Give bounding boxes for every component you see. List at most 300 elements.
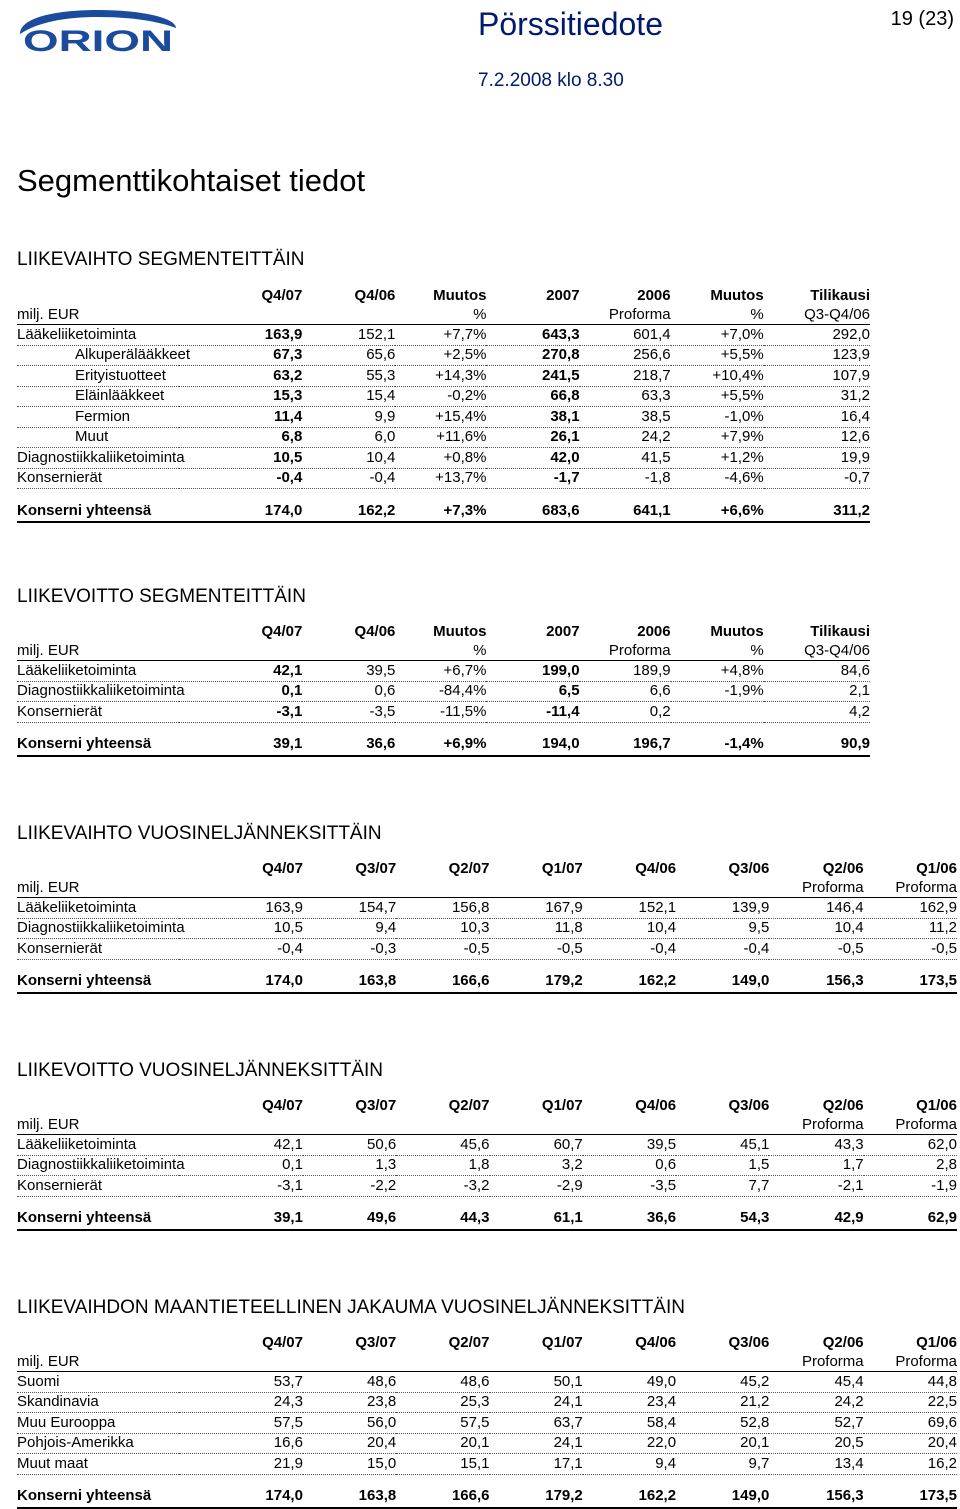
total-cell: 311,2 [764, 500, 870, 522]
table-row [17, 427, 870, 448]
table-cell: 10,5 [179, 918, 303, 939]
table-cell: 9,4 [303, 918, 396, 939]
table-cell: 11,2 [864, 918, 957, 939]
table-cell: 24,3 [179, 1392, 303, 1413]
column-subheader [302, 305, 395, 325]
table-cell: 19,9 [764, 448, 870, 469]
column-header: Q4/06 [354, 622, 396, 640]
column-header: Q4/06 [354, 286, 396, 304]
column-subheader: Proforma [864, 878, 957, 898]
column-subheader: % [671, 305, 764, 325]
table-cell: 65,6 [302, 345, 395, 366]
total-row [17, 1208, 957, 1230]
table-cell: 241,5 [486, 366, 579, 387]
total-cell: 174,0 [179, 1486, 303, 1508]
table-cell: -0,5 [396, 939, 489, 960]
row-label: Muut [17, 427, 179, 448]
header-blank [17, 859, 179, 878]
column-subheader: % [395, 305, 486, 325]
total-label: Konserni yhteensä [17, 1208, 179, 1230]
table-cell: -0,4 [302, 468, 395, 489]
row-label: Lääkeliiketoiminta [17, 898, 179, 919]
table-cell: 601,4 [580, 325, 671, 346]
table-row [17, 468, 870, 489]
table-cell: -84,4% [395, 681, 486, 702]
column-subheader [303, 1352, 396, 1372]
release-date: 7.2.2008 klo 8.30 [478, 70, 624, 91]
column-header: Muutos [710, 286, 764, 304]
total-cell: 49,6 [303, 1208, 396, 1230]
table-cell: 10,5 [179, 448, 302, 469]
column-header: 2007 [546, 622, 580, 640]
operating-profit-by-quarter-table [17, 1096, 957, 1231]
column-header: Q3/07 [355, 1096, 397, 1114]
table-cell: 10,4 [769, 918, 863, 939]
table-cell: 24,1 [490, 1392, 583, 1413]
table-cell: +5,5% [671, 345, 764, 366]
column-subheader [486, 641, 579, 661]
table-row [17, 1392, 957, 1413]
page-title: Segmenttikohtaiset tiedot [17, 163, 366, 198]
table-cell: 9,7 [676, 1454, 769, 1475]
table-cell: 162,9 [864, 898, 957, 919]
table-cell: 154,7 [303, 898, 396, 919]
table-cell: 42,1 [179, 661, 302, 682]
table-cell: 62,0 [864, 1135, 957, 1156]
table-cell: 1,8 [396, 1155, 489, 1176]
table-cell: -3,5 [302, 702, 395, 723]
total-cell: 162,2 [583, 1486, 676, 1508]
column-subheader: Proforma [580, 641, 671, 661]
table-cell: 199,0 [486, 661, 579, 682]
table-cell: -11,5% [395, 702, 486, 723]
column-header: Q2/07 [448, 1333, 490, 1351]
table-cell: 25,3 [396, 1392, 489, 1413]
table-cell: 50,1 [490, 1372, 583, 1393]
column-subheader: Proforma [769, 1352, 863, 1372]
total-row [17, 971, 957, 993]
table-cell: 22,0 [583, 1433, 676, 1454]
total-cell: 173,5 [864, 1486, 957, 1508]
header-row [17, 1333, 957, 1352]
total-cell: 61,1 [490, 1208, 583, 1230]
table-cell: 0,1 [179, 1155, 303, 1176]
spacer-cell [17, 489, 870, 501]
row-label: Muut maat [17, 1454, 179, 1475]
table-cell: -0,2% [395, 386, 486, 407]
row-label: Diagnostiikkaliiketoiminta [17, 681, 179, 702]
column-header: 2007 [546, 286, 580, 304]
section-title-t1: LIIKEVAIHTO SEGMENTEITTÄIN [17, 249, 305, 270]
row-label: Konsernierät [17, 702, 179, 723]
total-cell: 194,0 [486, 734, 579, 756]
table-row [17, 386, 870, 407]
column-subheader [583, 878, 676, 898]
table-cell: 23,4 [583, 1392, 676, 1413]
table-cell: 163,9 [179, 898, 303, 919]
table-cell: 0,6 [583, 1155, 676, 1176]
table-cell: 10,3 [396, 918, 489, 939]
table-cell: 38,1 [486, 407, 579, 428]
table-cell: 45,4 [769, 1372, 863, 1393]
table-cell: 1,5 [676, 1155, 769, 1176]
header-blank [17, 1096, 179, 1115]
table-cell: +10,4% [671, 366, 764, 387]
table-cell: -1,0% [671, 407, 764, 428]
table-cell: -2,9 [490, 1176, 583, 1197]
table-cell: 20,4 [303, 1433, 396, 1454]
column-subheader [396, 1352, 489, 1372]
total-row [17, 734, 870, 756]
table-row [17, 1413, 957, 1434]
total-cell: 166,6 [396, 1486, 489, 1508]
column-header: Q4/07 [262, 859, 303, 877]
total-label: Konserni yhteensä [17, 971, 179, 993]
column-header: Q1/07 [541, 1333, 583, 1351]
column-header: Q2/06 [822, 1333, 864, 1351]
table-cell: +2,5% [395, 345, 486, 366]
column-header: Q3/07 [355, 859, 397, 877]
column-header: Tilikausi [810, 622, 870, 640]
row-label: Konsernierät [17, 1176, 179, 1197]
table-cell: -0,7 [764, 468, 870, 489]
table-cell: +14,3% [395, 366, 486, 387]
table-row [17, 448, 870, 469]
table-cell: -3,5 [583, 1176, 676, 1197]
column-subheader: % [395, 641, 486, 661]
column-subheader [490, 1115, 583, 1135]
table-cell: 2,1 [764, 681, 870, 702]
table-row [17, 1372, 957, 1393]
table-cell: 292,0 [764, 325, 870, 346]
revenue-by-segment-table [17, 286, 870, 523]
table-cell: 41,5 [580, 448, 671, 469]
section-title-t3: LIIKEVAIHTO VUOSINELJÄNNEKSITTÄIN [17, 823, 382, 844]
table-cell: -3,2 [396, 1176, 489, 1197]
column-header: 2006 [637, 622, 671, 640]
table-cell: 3,2 [490, 1155, 583, 1176]
table-cell: 63,3 [580, 386, 671, 407]
header-row [17, 622, 870, 641]
table-cell: 11,8 [490, 918, 583, 939]
header-row-2 [17, 641, 870, 661]
table-cell: 6,6 [580, 681, 671, 702]
table-cell: 12,6 [764, 427, 870, 448]
header-row-2 [17, 305, 870, 325]
table-cell: -0,5 [864, 939, 957, 960]
table-cell [671, 702, 764, 723]
operating-profit-by-segment-table [17, 622, 870, 757]
table-cell: 20,1 [396, 1433, 489, 1454]
column-subheader: % [671, 641, 764, 661]
table-cell: 7,7 [676, 1176, 769, 1197]
total-cell: 196,7 [580, 734, 671, 756]
table-cell: -2,1 [769, 1176, 863, 1197]
table-row [17, 1433, 957, 1454]
table-cell: 15,4 [302, 386, 395, 407]
column-subheader: Q3-Q4/06 [764, 641, 870, 661]
column-header: Q4/07 [262, 1096, 303, 1114]
table-cell: 15,3 [179, 386, 302, 407]
header-row-2 [17, 1115, 957, 1135]
row-label: Pohjois-Amerikka [17, 1433, 179, 1454]
spacer-cell [17, 959, 957, 971]
column-subheader [490, 1352, 583, 1372]
table-cell: 56,0 [303, 1413, 396, 1434]
row-label: Lääkeliiketoiminta [17, 325, 179, 346]
column-subheader [302, 641, 395, 661]
table-cell: 55,3 [302, 366, 395, 387]
table-row [17, 702, 870, 723]
header-row [17, 1096, 957, 1115]
table-cell: 42,0 [486, 448, 579, 469]
column-header: Q3/06 [728, 859, 770, 877]
row-label: Muu Eurooppa [17, 1413, 179, 1434]
total-cell: 42,9 [769, 1208, 863, 1230]
column-subheader [179, 878, 303, 898]
row-label: Diagnostiikkaliiketoiminta [17, 918, 179, 939]
table-cell: 9,5 [676, 918, 769, 939]
table-cell: 38,5 [580, 407, 671, 428]
table-cell: +7,7% [395, 325, 486, 346]
total-cell: 39,1 [179, 734, 302, 756]
table-row [17, 407, 870, 428]
column-subheader [396, 1115, 489, 1135]
column-subheader [676, 1115, 769, 1135]
table-cell: 16,4 [764, 407, 870, 428]
table-cell: 17,1 [490, 1454, 583, 1475]
table-cell: -0,3 [303, 939, 396, 960]
total-cell: 166,6 [396, 971, 489, 993]
total-cell: 179,2 [490, 971, 583, 993]
spacer-row [17, 1474, 957, 1486]
total-label: Konserni yhteensä [17, 734, 179, 756]
unit-label: milj. EUR [17, 305, 179, 325]
table-cell: 24,2 [769, 1392, 863, 1413]
header-blank [17, 622, 179, 641]
header-blank [17, 1333, 179, 1352]
row-label: Lääkeliiketoiminta [17, 1135, 179, 1156]
unit-label: milj. EUR [17, 1352, 179, 1372]
table-cell: 107,9 [764, 366, 870, 387]
table-cell: 67,3 [179, 345, 302, 366]
table-cell: 139,9 [676, 898, 769, 919]
table-cell: 6,0 [302, 427, 395, 448]
column-subheader [179, 641, 302, 661]
table-cell: -1,8 [580, 468, 671, 489]
total-cell: 156,3 [769, 971, 863, 993]
table-cell: 270,8 [486, 345, 579, 366]
column-header: Q1/06 [916, 1333, 957, 1351]
table-cell: -0,4 [179, 468, 302, 489]
column-header: Q4/07 [261, 622, 303, 640]
total-cell: 683,6 [486, 500, 579, 522]
total-cell: 174,0 [179, 971, 303, 993]
table-cell: 43,3 [769, 1135, 863, 1156]
spacer-row [17, 489, 870, 501]
spacer-cell [17, 1474, 957, 1486]
table-cell: -3,1 [179, 1176, 303, 1197]
column-header: Q2/07 [448, 1096, 490, 1114]
column-subheader [179, 1115, 303, 1135]
table-cell: 57,5 [396, 1413, 489, 1434]
table-cell: -1,9 [864, 1176, 957, 1197]
total-cell: +6,9% [395, 734, 486, 756]
section-title-t4: LIIKEVOITTO VUOSINELJÄNNEKSITTÄIN [17, 1060, 384, 1081]
column-header: Q2/06 [822, 859, 864, 877]
column-subheader: Proforma [864, 1115, 957, 1135]
table-cell: 22,5 [864, 1392, 957, 1413]
orion-logo [14, 6, 182, 58]
table-cell: +6,7% [395, 661, 486, 682]
column-subheader [583, 1352, 676, 1372]
table-cell: 0,2 [580, 702, 671, 723]
table-cell: 48,6 [396, 1372, 489, 1393]
table-cell: 152,1 [583, 898, 676, 919]
column-subheader: Proforma [580, 305, 671, 325]
table-cell: +15,4% [395, 407, 486, 428]
table-cell: 31,2 [764, 386, 870, 407]
total-cell: +7,3% [395, 500, 486, 522]
table-row [17, 681, 870, 702]
table-cell: 9,9 [302, 407, 395, 428]
row-label: Erityistuotteet [17, 366, 179, 387]
table-cell: -11,4 [486, 702, 579, 723]
table-cell: 24,2 [580, 427, 671, 448]
total-cell: 163,8 [303, 1486, 396, 1508]
table-cell: 20,5 [769, 1433, 863, 1454]
table-cell: -0,4 [676, 939, 769, 960]
unit-label: milj. EUR [17, 1115, 179, 1135]
column-header: Q3/06 [728, 1096, 770, 1114]
table-row [17, 1454, 957, 1475]
table-cell: 63,2 [179, 366, 302, 387]
table-cell: 156,8 [396, 898, 489, 919]
spacer-cell [17, 722, 870, 734]
row-label: Eläinlääkkeet [17, 386, 179, 407]
table-cell: +13,7% [395, 468, 486, 489]
table-cell: 15,0 [303, 1454, 396, 1475]
revenue-by-quarter-table [17, 859, 957, 994]
table-cell: 2,8 [864, 1155, 957, 1176]
table-cell: 16,2 [864, 1454, 957, 1475]
total-cell: 163,8 [303, 971, 396, 993]
table-cell: +1,2% [671, 448, 764, 469]
page-number: 19 (23) [890, 8, 954, 30]
table-cell: 58,4 [583, 1413, 676, 1434]
table-row [17, 366, 870, 387]
table-cell: 218,7 [580, 366, 671, 387]
table-cell: 9,4 [583, 1454, 676, 1475]
spacer-cell [17, 1196, 957, 1208]
table-cell: 13,4 [769, 1454, 863, 1475]
table-cell: 0,1 [179, 681, 302, 702]
column-subheader [179, 1352, 303, 1372]
table-cell: 167,9 [490, 898, 583, 919]
total-cell: 149,0 [676, 971, 769, 993]
row-label: Konsernierät [17, 939, 179, 960]
total-cell: 179,2 [490, 1486, 583, 1508]
table-row [17, 1135, 957, 1156]
total-cell: +6,6% [671, 500, 764, 522]
column-header: Muutos [433, 622, 487, 640]
section-title-t2: LIIKEVOITTO SEGMENTEITTÄIN [17, 586, 306, 607]
column-header: Q2/06 [822, 1096, 864, 1114]
total-cell: 174,0 [179, 500, 302, 522]
column-header: Q4/07 [261, 286, 303, 304]
total-cell: 54,3 [676, 1208, 769, 1230]
total-cell: 62,9 [864, 1208, 957, 1230]
row-label: Alkuperälääkkeet [17, 345, 179, 366]
column-subheader [303, 1115, 396, 1135]
column-subheader [490, 878, 583, 898]
table-cell: -0,5 [769, 939, 863, 960]
table-cell: 39,5 [583, 1135, 676, 1156]
header-row [17, 859, 957, 878]
table-cell: 21,2 [676, 1392, 769, 1413]
column-subheader: Proforma [769, 878, 863, 898]
table-cell: 49,0 [583, 1372, 676, 1393]
table-cell: 123,9 [764, 345, 870, 366]
table-cell: 50,6 [303, 1135, 396, 1156]
table-cell: +5,5% [671, 386, 764, 407]
table-cell: 24,1 [490, 1433, 583, 1454]
table-cell: 26,1 [486, 427, 579, 448]
table-cell: 256,6 [580, 345, 671, 366]
table-cell: 39,5 [302, 661, 395, 682]
total-cell: 36,6 [583, 1208, 676, 1230]
table-cell: -3,1 [179, 702, 302, 723]
row-label: Suomi [17, 1372, 179, 1393]
table-cell: 20,4 [864, 1433, 957, 1454]
column-subheader: Proforma [864, 1352, 957, 1372]
table-cell: 643,3 [486, 325, 579, 346]
table-row [17, 918, 957, 939]
total-row [17, 1486, 957, 1508]
table-row [17, 661, 870, 682]
total-row [17, 500, 870, 522]
header-row-2 [17, 1352, 957, 1372]
table-cell: 66,8 [486, 386, 579, 407]
table-cell: -2,2 [303, 1176, 396, 1197]
table-cell: +0,8% [395, 448, 486, 469]
table-cell: 42,1 [179, 1135, 303, 1156]
table-cell: 0,6 [302, 681, 395, 702]
table-cell: 152,1 [302, 325, 395, 346]
column-header: Muutos [433, 286, 487, 304]
table-cell: 11,4 [179, 407, 302, 428]
table-cell: 146,4 [769, 898, 863, 919]
table-cell: 6,5 [486, 681, 579, 702]
row-label: Skandinavia [17, 1392, 179, 1413]
total-cell: 36,6 [302, 734, 395, 756]
column-header: Q1/06 [916, 1096, 957, 1114]
table-row [17, 345, 870, 366]
total-label: Konserni yhteensä [17, 500, 179, 522]
unit-label: milj. EUR [17, 878, 179, 898]
table-cell: 63,7 [490, 1413, 583, 1434]
total-cell: 162,2 [302, 500, 395, 522]
revenue-by-geography-table [17, 1333, 957, 1509]
column-subheader [583, 1115, 676, 1135]
spacer-row [17, 959, 957, 971]
total-cell: 149,0 [676, 1486, 769, 1508]
header-row [17, 286, 870, 305]
column-header: Muutos [710, 622, 764, 640]
table-cell: -1,9% [671, 681, 764, 702]
total-cell: 162,2 [583, 971, 676, 993]
table-cell: 44,8 [864, 1372, 957, 1393]
